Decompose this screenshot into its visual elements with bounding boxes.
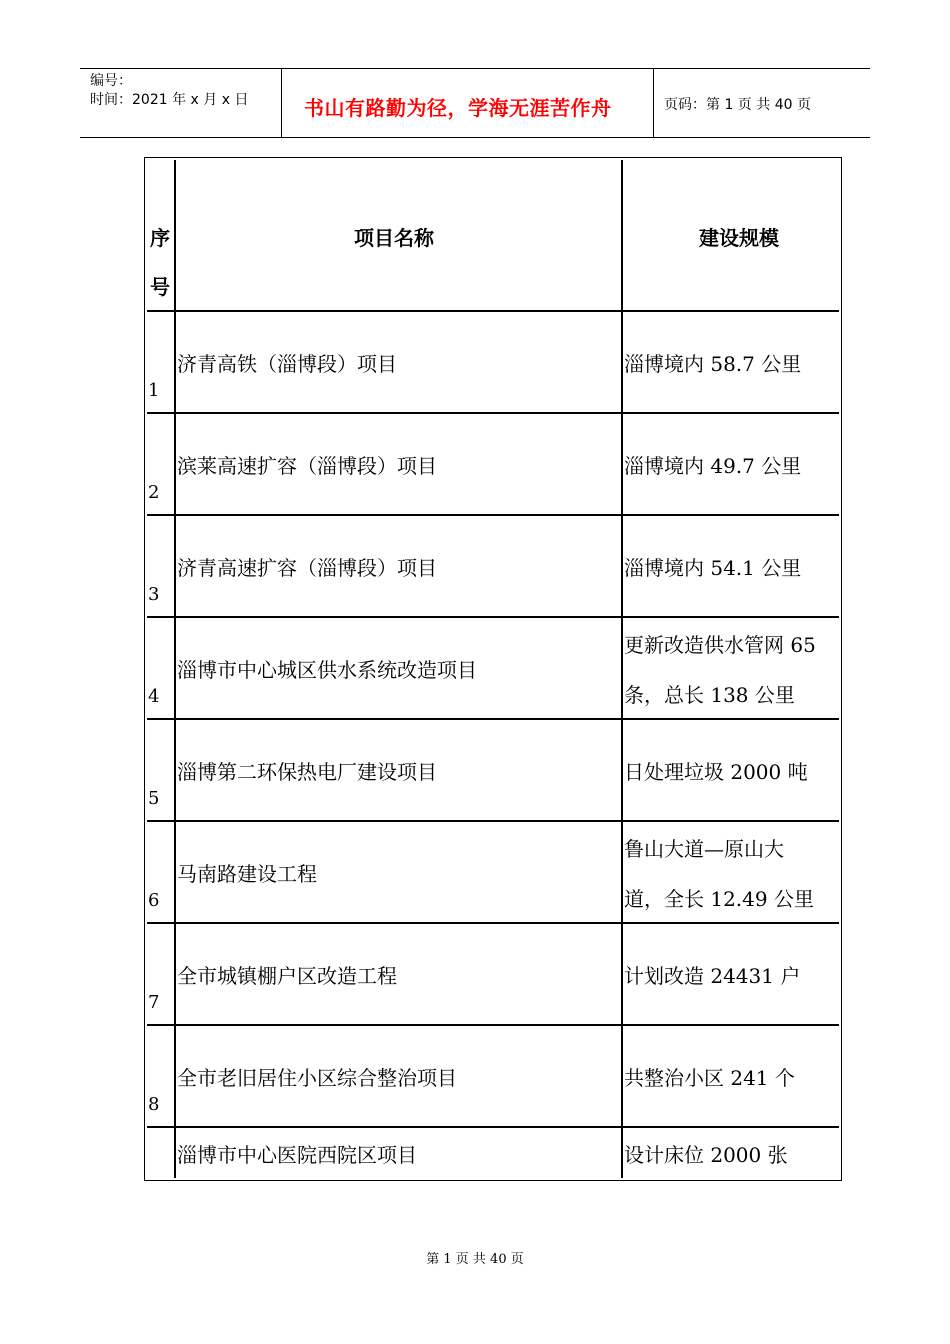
- page-header: [80, 68, 870, 138]
- project-name: 全市老旧居住小区综合整治项目: [177, 1066, 457, 1090]
- time-label: 时间：2021 年 x 月 x 日: [90, 92, 249, 108]
- project-scale: 设计床位 2000 张: [624, 1143, 788, 1167]
- project-scale: 淄博境内 58.7 公里: [624, 352, 802, 376]
- project-scale: 计划改造 24431 户: [624, 964, 801, 988]
- row-divider: [147, 718, 839, 720]
- header-motto-box: [282, 69, 654, 137]
- number-label: 编号：: [90, 73, 132, 89]
- row-number: 6: [148, 890, 160, 911]
- project-scale-line2: 条，总长 138 公里: [624, 683, 795, 707]
- header-page-box: [654, 69, 870, 137]
- header-project-name: 项目名称: [354, 226, 434, 250]
- row-divider: [147, 1024, 839, 1026]
- project-name: 济青高铁（淄博段）项目: [177, 352, 397, 376]
- row-number: 8: [148, 1094, 160, 1115]
- page-footer: 第 1 页 共 40 页: [426, 1252, 524, 1267]
- header-seq-bottom: 号: [150, 275, 170, 299]
- row-divider: [147, 1126, 839, 1128]
- header-scale: 建设规模: [699, 226, 779, 250]
- project-name: 淄博第二环保热电厂建设项目: [177, 760, 437, 784]
- row-number: 3: [148, 584, 160, 605]
- project-name: 全市城镇棚户区改造工程: [177, 964, 397, 988]
- row-number: 1: [148, 380, 160, 401]
- project-scale-line2: 道，全长 12.49 公里: [624, 887, 814, 911]
- row-divider: [147, 310, 839, 312]
- row-divider: [147, 514, 839, 516]
- project-scale-line1: 更新改造供水管网 65: [624, 633, 816, 657]
- header-seq-top: 序: [150, 226, 170, 250]
- row-number: 4: [148, 686, 160, 707]
- project-name: 济青高速扩容（淄博段）项目: [177, 556, 437, 580]
- row-divider: [147, 820, 839, 822]
- project-scale: 共整治小区 241 个: [624, 1066, 795, 1090]
- project-scale: 日处理垃圾 2000 吨: [624, 760, 808, 784]
- project-table: [144, 157, 842, 1181]
- motto-text: 书山有路勤为径，学海无涯苦作舟: [304, 96, 612, 120]
- project-name: 滨莱高速扩容（淄博段）项目: [177, 454, 437, 478]
- row-divider: [147, 412, 839, 414]
- row-number: 2: [148, 482, 160, 503]
- project-name: 马南路建设工程: [177, 862, 317, 886]
- project-scale: 淄博境内 54.1 公里: [624, 556, 802, 580]
- row-divider: [147, 922, 839, 924]
- row-divider: [147, 616, 839, 618]
- project-name: 淄博市中心医院西院区项目: [177, 1143, 417, 1167]
- header-meta: [80, 69, 282, 137]
- row-number: 5: [148, 788, 160, 809]
- page-info: 页码：第 1 页 共 40 页: [664, 97, 811, 113]
- project-scale-line1: 鲁山大道—原山大: [624, 837, 784, 861]
- row-number: 7: [148, 992, 160, 1013]
- project-name: 淄博市中心城区供水系统改造项目: [177, 658, 477, 682]
- project-scale: 淄博境内 49.7 公里: [624, 454, 802, 478]
